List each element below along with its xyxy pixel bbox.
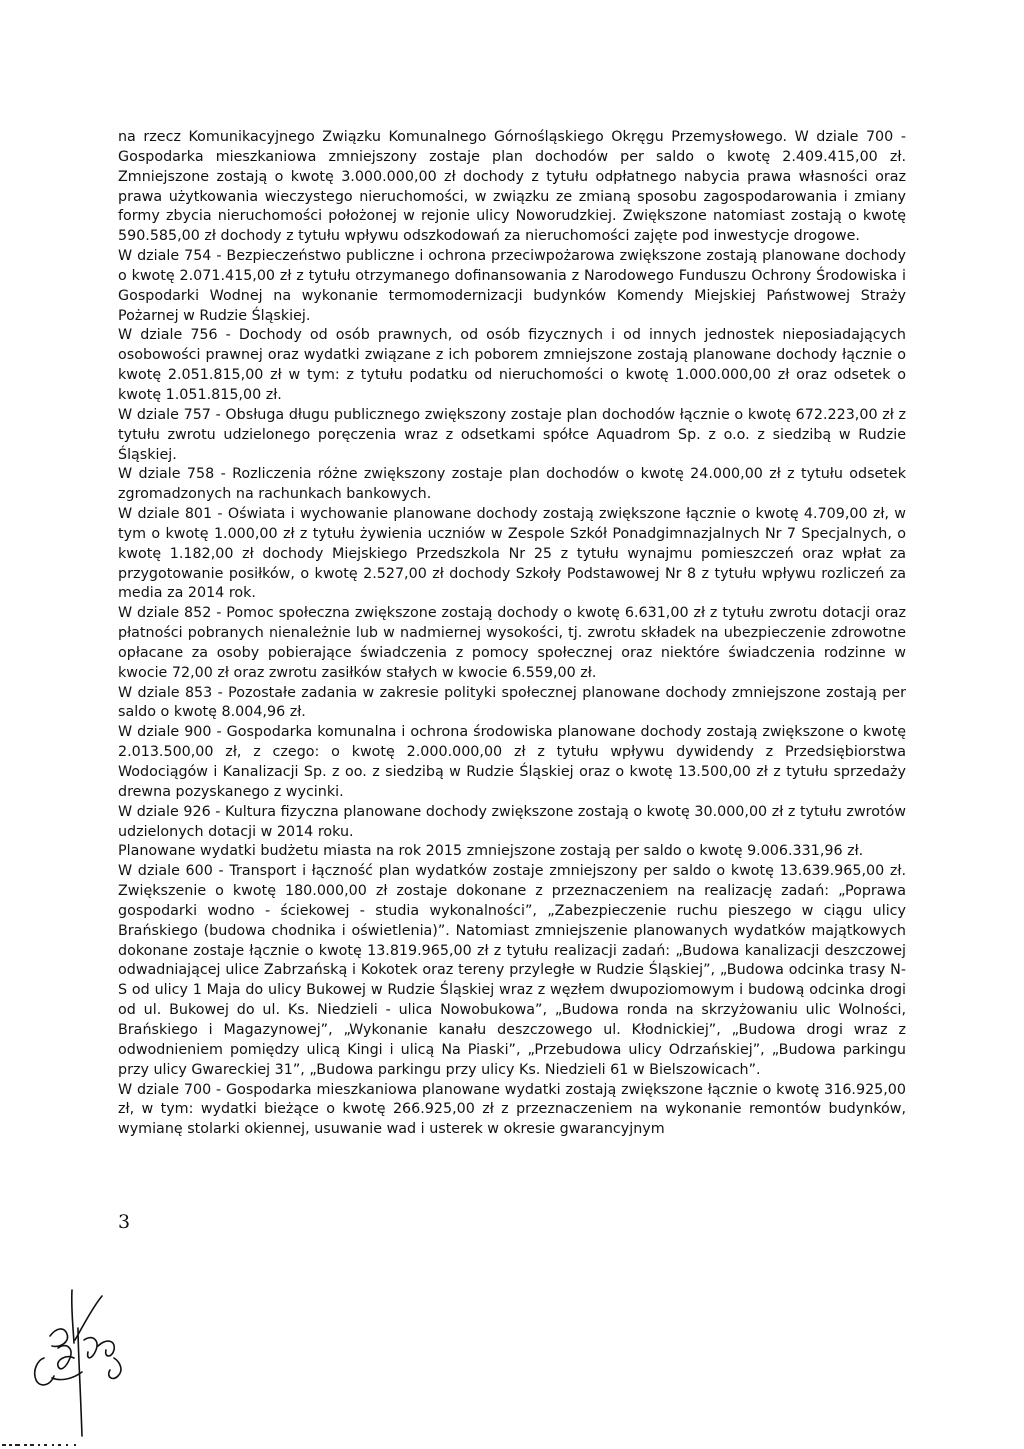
page-number: 3 bbox=[118, 1211, 131, 1233]
paragraph: W dziale 853 - Pozostałe zadania w zakresie polityki społecznej planowane dochody zmniejszone zostają per saldo o kwotę 8.004,96 zł. bbox=[118, 684, 906, 721]
scan-specks bbox=[0, 1441, 100, 1449]
paragraph: W dziale 758 - Rozliczenia różne zwiększony zostaje plan dochodów o kwotę 24.000,00 zł z tytułu odsetek zgromadzonych na rachunkach bankowych. bbox=[118, 466, 906, 503]
paragraph: W dziale 600 - Transport i łączność plan wydatków zostaje zmniejszony per saldo o kwotę 13.639.965,00 zł. Zwiększenie o kwotę 180.000,00 zł zostaje dokonane z przeznaczeniem na realizację zadań: „Poprawa gospodarki wodno - ściekowej - studia wykonalności”, „Zabezpieczenie ruchu pieszego w ciągu ulicy Brańskiego (budowa chodnika i oświetlenia)”. Natomiast zmniejszenie planowanych wydatków majątkowych dokonane zostaje łącznie o kwotę 13.819.965,00 zł z tytułu realizacji zadań: „Budowa kanalizacji deszczowej odwadniającej ulice Zabrzańską i Kokotek oraz tereny przyległe w Rudzie Śląskiej”, „Budowa odcinka trasy N-S od ulicy 1 Maja do ulicy Bukowej w Rudzie Śląskiej wraz z węzłem dwupoziomowym i budową odcinka drogi od ul. Bukowej do ul. Ks. Niedzieli - ulica Nowobukowa”, „Budowa ronda na skrzyżowaniu ulic Wolności, Brańskiego i Magazynowej”, „Wykonanie kanału deszczowego ul. Kłodnickiej”, „Budowa drogi wraz z odwodnieniem pomiędzy ulicą Kingi i ulicą Na Piaski”, „Przebudowa ulicy Odrzańskiej”, „Budowa parkingu przy ulicy Gwareckiej 31”, „Budowa parkingu przy ulicy Ks. Niedzieli 61 w Bielszowicach”. bbox=[118, 863, 906, 1078]
paragraph: W dziale 926 - Kultura fizyczna planowane dochody zwiększone zostają o kwotę 30.000,00 zł z tytułu zwrotów udzielonych dotacji w 2014 roku. bbox=[118, 803, 906, 840]
paragraph: W dziale 754 - Bezpieczeństwo publiczne i ochrona przeciwpożarowa zwiększone zostają planowane dochody o kwotę 2.071.415,00 zł z tytułu otrzymanego dofinansowania z Narodowego Funduszu Ochrony Środowiska i Gospodarki Wodnej na wykonanie termomodernizacji budynków Komendy Miejskiej Państwowej Straży Pożarnej w Rudzie Śląskiej. bbox=[118, 248, 906, 324]
paragraph: W dziale 757 - Obsługa długu publicznego zwiększony zostaje plan dochodów łącznie o kwotę 672.223,00 zł z tytułu zwrotu udzielonego poręczenia wraz z odsetkami spółce Aquadrom Sp. z o.o. z siedzibą w Rudzie Śląskiej. bbox=[118, 406, 906, 463]
paragraph: W dziale 900 - Gospodarka komunalna i ochrona środowiska planowane dochody zostają zwiększone o kwotę 2.013.500,00 zł, z czego: o kwotę 2.000.000,00 zł z tytułu wpływu dywidendy z Przedsiębiorstwa Wodociągów i Kanalizacji Sp. z oo. z siedzibą w Rudzie Śląskiej oraz o kwotę 13.500,00 zł z tytułu sprzedaży drewna pozyskanego z wycinki. bbox=[118, 724, 906, 800]
paragraph: W dziale 756 - Dochody od osób prawnych, od osób fizycznych i od innych jednostek nieposiadających osobowości prawnej oraz wydatki związane z ich poborem zmniejszone zostają planowane dochody łącznie o kwotę 2.051.815,00 zł w tym: z tytułu podatku od nieruchomości o kwotę 1.000.000,00 zł oraz odsetek o kwotę 1.051.815,00 zł. bbox=[118, 327, 906, 403]
paragraph: W dziale 852 - Pomoc społeczna zwiększone zostają dochody o kwotę 6.631,00 zł z tytułu zwrotu dotacji oraz płatności pobranych nienależnie lub w nadmiernej wysokości, tj. zwrotu składek na ubezpieczenie zdrowotne opłacane za osoby pobierające świadczenia z pomocy społecznej oraz niektóre świadczenia rodzinne w kwocie 72,00 zł oraz zwrotu zasiłków stałych w kwocie 6.559,00 zł. bbox=[118, 605, 906, 681]
paragraph: W dziale 700 - Gospodarka mieszkaniowa planowane wydatki zostają zwiększone łącznie o kwotę 316.925,00 zł, w tym: wydatki bieżące o kwotę 266.925,00 zł z przeznaczeniem na wykonanie remontów budynków, wymianę stolarki okiennej, usuwanie wad i usterek w okresie gwarancyjnym bbox=[118, 1081, 906, 1138]
handwritten-signature bbox=[22, 1288, 142, 1438]
paragraph: W dziale 801 - Oświata i wychowanie planowane dochody zostają zwiększone łącznie o kwotę 4.709,00 zł, w tym o kwotę 1.000,00 zł z tytułu żywienia uczniów w Zespole Szkół Ponadgimnazjalnych Nr 7 Specjalnych, o kwotę 1.182,00 zł dochody Miejskiego Przedszkola Nr 25 z tytułu wynajmu pomieszczeń oraz wpłat za przygotowanie posiłków, o kwotę 2.527,00 zł dochody Szkoły Podstawowej Nr 8 z tytułu wpływu rozliczeń za media za 2014 rok. bbox=[118, 506, 906, 602]
document-body bbox=[118, 128, 906, 1140]
paragraph: Planowane wydatki budżetu miasta na rok 2015 zmniejszone zostają per saldo o kwotę 9.006.331,96 zł. bbox=[118, 843, 864, 860]
paragraph: na rzecz Komunikacyjnego Związku Komunalnego Górnośląskiego Okręgu Przemysłowego. W dziale 700 - Gospodarka mieszkaniowa zmniejszony zostaje plan dochodów per saldo o kwotę 2.409.415,00 zł. Zmniejszone zostają o kwotę 3.000.000,00 zł dochody z tytułu odpłatnego nabycia prawa własności oraz prawa użytkowania wieczystego nieruchomości, w związku ze zmianą sposobu zagospodarowania i zmiany formy zbycia nieruchomości położonej w rejonie ulicy Noworudzkiej. Zwiększone natomiast zostają o kwotę 590.585,00 zł dochody z tytułu wpływu odszkodowań za nieruchomości zajęte pod inwestycje drogowe. bbox=[118, 129, 906, 245]
